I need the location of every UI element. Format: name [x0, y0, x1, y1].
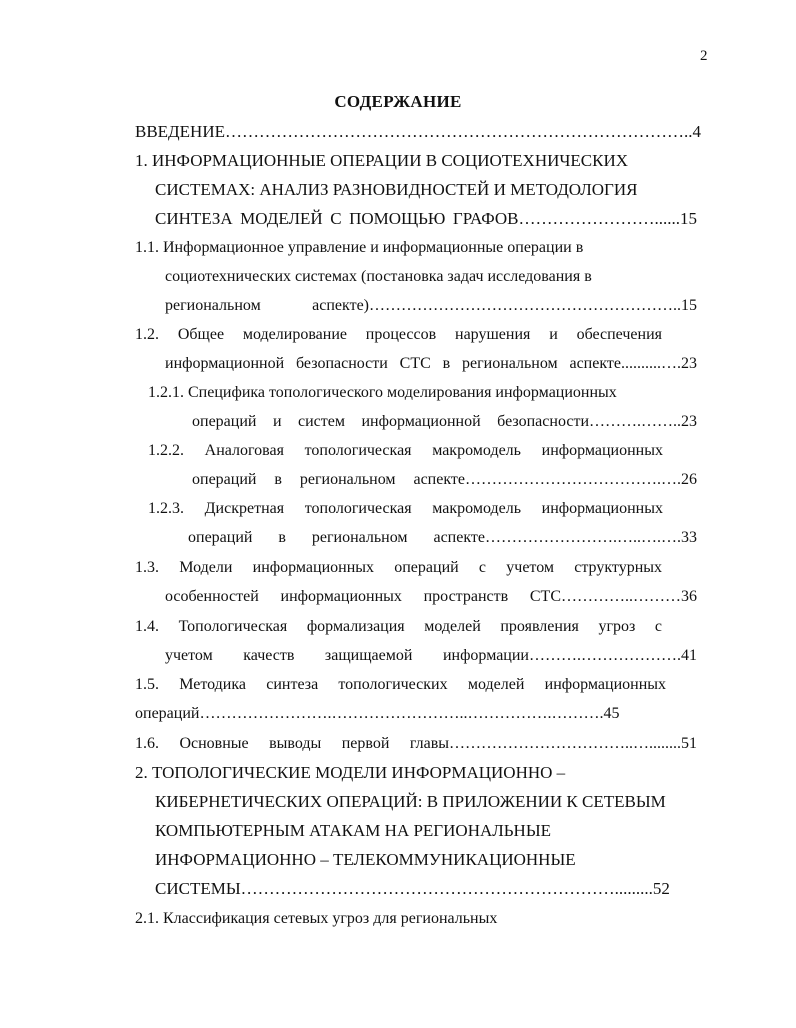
toc-entry-1-4-line: учетом качеств защищаемой информации……….……………….41	[165, 647, 697, 664]
page-title: СОДЕРЖАНИЕ	[334, 92, 462, 111]
toc-entry-1-5-line: 1.5. Методика синтеза топологических моделей информационных	[135, 676, 666, 693]
toc-entry-1-1-line: социотехнических системах (постановка задач исследования в	[165, 268, 592, 285]
toc-chapter-2-line: 2. ТОПОЛОГИЧЕСКИЕ МОДЕЛИ ИНФОРМАЦИОННО –	[135, 763, 566, 782]
page-number: 2	[700, 48, 708, 64]
toc-entry-1-4-line: 1.4. Топологическая формализация моделей проявления угроз с	[135, 618, 662, 635]
toc-entry-1-2-2-line: операций в региональном аспекте……………………………….….26	[192, 471, 697, 488]
toc-entry-1-3-line: особенностей информационных пространств СТС…………..………36	[165, 588, 697, 605]
toc-entry-1-1-line: региональном аспекте)…………………………………………………..15	[165, 297, 697, 314]
toc-chapter-2-line: КИБЕРНЕТИЧЕСКИХ ОПЕРАЦИЙ: В ПРИЛОЖЕНИИ К СЕТЕВЫМ	[155, 792, 666, 811]
toc-entry-1-2-line: информационной безопасности СТС в региональном аспекте..........….23	[165, 355, 697, 372]
toc-entry-2-1-line: 2.1. Классификация сетевых угроз для региональных	[135, 910, 498, 927]
toc-entry-1-2-1-line: 1.2.1. Специфика топологического моделирования информационных	[148, 384, 617, 401]
toc-entry-1-5-line: операций…………………….……………………..…………….……….45	[135, 705, 620, 722]
toc-entry-intro: ВВЕДЕНИЕ………………………………………………………………………..4	[135, 122, 701, 141]
toc-entry-1-2-2-line: 1.2.2. Аналоговая топологическая макромодель информационных	[148, 442, 663, 459]
toc-entry-1-2-line: 1.2. Общее моделирование процессов нарушения и обеспечения	[135, 326, 662, 343]
toc-chapter-1-line: СИНТЕЗА МОДЕЛЕЙ С ПОМОЩЬЮ ГРАФОВ……………………......15	[155, 209, 697, 228]
toc-entry-1-3-line: 1.3. Модели информационных операций с учетом структурных	[135, 559, 662, 576]
toc-chapter-2-line: КОМПЬЮТЕРНЫМ АТАКАМ НА РЕГИОНАЛЬНЫЕ	[155, 821, 552, 840]
toc-entry-1-2-3-line: операций в региональном аспекте…………………….…..….….33	[188, 529, 697, 546]
toc-entry-1-6: 1.6. Основные выводы первой главы……………………………..…........51	[135, 735, 697, 752]
toc-chapter-2-line: СИСТЕМЫ………………………………………………………….........52	[155, 879, 670, 898]
toc-entry-1-1-line: 1.1. Информационное управление и информационные операции в	[135, 239, 584, 256]
toc-entry-1-2-3-line: 1.2.3. Дискретная топологическая макромодель информационных	[148, 500, 663, 517]
toc-entry-1-2-1-line: операций и систем информационной безопасности……….……..23	[192, 413, 697, 430]
toc-chapter-2-line: ИНФОРМАЦИОННО – ТЕЛЕКОММУНИКАЦИОННЫЕ	[155, 850, 576, 869]
toc-chapter-1-line: 1. ИНФОРМАЦИОННЫЕ ОПЕРАЦИИ В СОЦИОТЕХНИЧЕСКИХ	[135, 151, 629, 170]
toc-chapter-1-line: СИСТЕМАХ: АНАЛИЗ РАЗНОВИДНОСТЕЙ И МЕТОДОЛОГИЯ	[155, 180, 638, 199]
